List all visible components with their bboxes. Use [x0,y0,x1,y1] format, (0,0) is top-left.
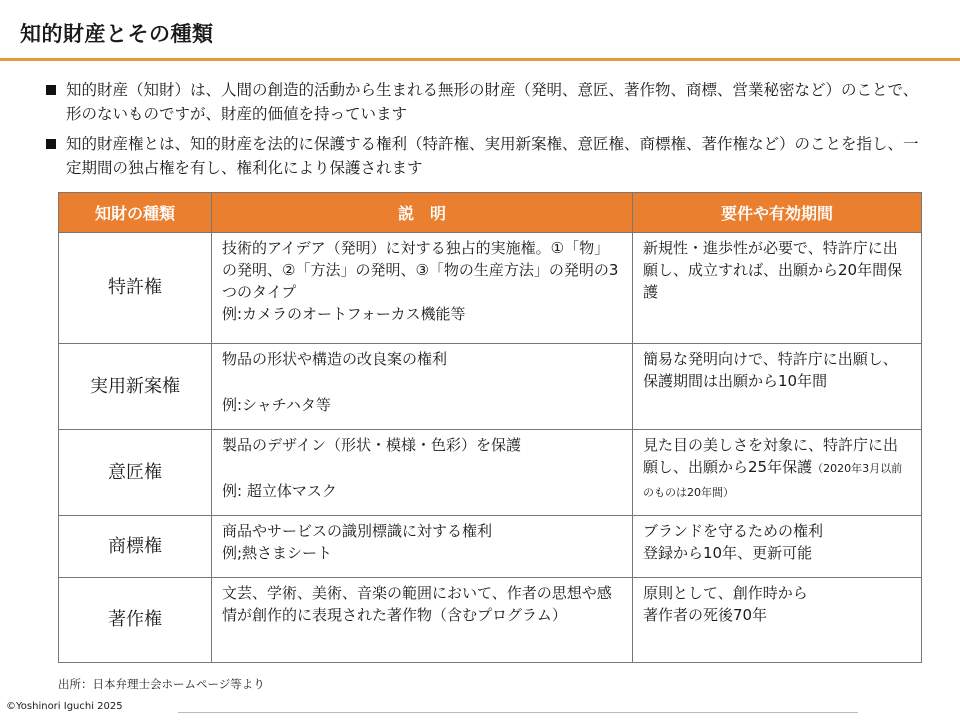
description-text: 物品の形状や構造の改良案の権利 [222,350,448,368]
description-cell [212,233,633,344]
example-text: 例:シャチハタ等 [222,396,331,414]
ip-type-cell: 実用新案権 [59,344,212,430]
square-bullet-icon [46,139,56,149]
requirements-text: 原則として、創作時から 著作者の死後70年 [643,584,808,624]
requirements-text: 新規性・進歩性が必要で、特許庁に出願し、成立すれば、出願から20年間保護 [643,239,903,301]
requirements-cell [633,516,922,578]
column-header-requirements: 要件や有効期間 [633,193,922,233]
requirements-cell [633,578,922,663]
bullet-item [46,78,926,126]
footer-divider [178,712,858,713]
table-row [59,233,922,344]
page-title: 知的財産とその種類 [20,22,214,46]
description-text: 商品やサービスの識別標識に対する権利 [222,522,493,540]
requirements-cell [633,233,922,344]
description-text: 技術的アイデア（発明）に対する独占的実施権。①「物」の発明、②「方法」の発明、③「物の生産方法」の発明の3つのタイプ [222,239,619,301]
ip-type-cell: 特許権 [59,233,212,344]
column-header-description: 説 明 [212,193,633,233]
bullet-list [46,78,926,186]
ip-types-table [58,192,922,663]
square-bullet-icon [46,85,56,95]
table-header-row [59,193,922,233]
description-cell [212,578,633,663]
column-header-type: 知財の種類 [59,193,212,233]
requirements-text: ブランドを守るための権利 登録から10年、更新可能 [643,522,824,562]
requirements-text: 見た目の美しさを対象に、特許庁に出願し、出願から25年保護 [643,436,899,476]
source-note: 出所：日本弁理士会ホームページ等より [58,677,265,691]
example-text: 例;熱さまシート [222,544,333,562]
requirements-text: 簡易な発明向けで、特許庁に出願し、保護期間は出願から10年間 [643,350,898,390]
requirements-note: （2020年3月以前のものは20年間） [643,462,903,499]
description-text: 文芸、学術、美術、音楽の範囲において、作者の思想や感情が創作的に表現された著作物（含むプログラム） [222,584,612,624]
ip-type-cell: 意匠権 [59,430,212,516]
table-row [59,516,922,578]
title-divider [0,58,960,61]
copyright-notice: ©Yoshinori Iguchi 2025 [6,701,123,712]
table-row [59,430,922,516]
bullet-item [46,132,926,180]
description-cell [212,344,633,430]
description-cell [212,430,633,516]
requirements-cell [633,430,922,516]
ip-type-cell: 著作権 [59,578,212,663]
requirements-cell [633,344,922,430]
example-text: 例: 超立体マスク [222,482,337,500]
description-cell [212,516,633,578]
bullet-text: 知的財産権とは、知的財産を法的に保護する権利（特許権、実用新案権、意匠権、商標権、著作権など）のことを指し、一定期間の独占権を有し、権利化により保護されます [66,135,919,177]
bullet-text: 知的財産（知財）は、人間の創造的活動から生まれる無形の財産（発明、意匠、著作物、商標、営業秘密など）のことで、形のないものですが、財産的価値を持っています [66,81,919,123]
ip-type-cell: 商標権 [59,516,212,578]
table-row [59,344,922,430]
description-text: 製品のデザイン（形状・模様・色彩）を保護 [222,436,521,454]
example-text: 例:カメラのオートフォーカス機能等 [222,305,466,323]
table-row [59,578,922,663]
